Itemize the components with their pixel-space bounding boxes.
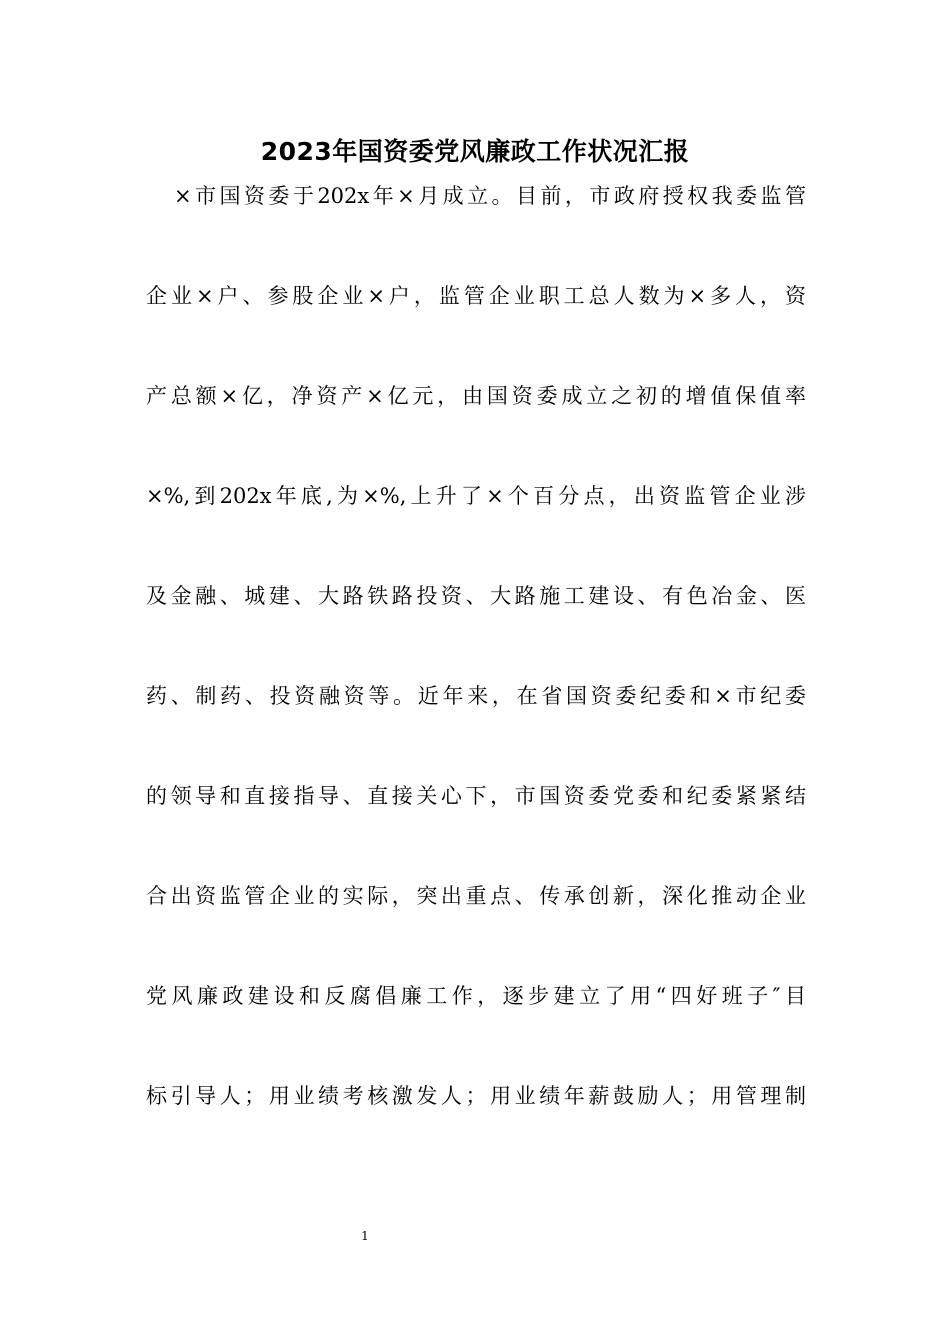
paragraph-line-10: 标引导人；用业绩考核激发人；用业绩年薪鼓励人；用管理制 (146, 1084, 806, 1108)
paragraph-line-2: 企业×户、参股企业×户，监管企业职工总人数为×多人，资 (146, 284, 806, 308)
paragraph-line-6: 药、制药、投资融资等。近年来，在省国资委纪委和×市纪委 (146, 684, 806, 708)
paragraph-line-1: ×市国资委于202x年×月成立。目前，市政府授权我委监管 (174, 184, 806, 208)
paragraph-line-8: 合出资监管企业的实际，突出重点、传承创新，深化推动企业 (146, 884, 806, 908)
paragraph-line-4: ×%,到202x年底,为×%,上升了×个百分点，出资监管企业涉 (146, 484, 806, 508)
paragraph-line-5: 及金融、城建、大路铁路投资、大路施工建设、有色冶金、医 (146, 584, 806, 608)
paragraph-line-9: 党风廉政建设和反腐倡廉工作，逐步建立了用“四好班子″目 (146, 984, 806, 1008)
paragraph-line-3: 产总额×亿，净资产×亿元，由国资委成立之初的增值保值率 (146, 384, 806, 408)
page-number: 1 (361, 1229, 369, 1243)
paragraph-line-7: 的领导和直接指导、直接关心下，市国资委党委和纪委紧紧结 (146, 784, 806, 808)
document-title: 2023年国资委党风廉政工作状况汇报 (260, 137, 690, 166)
